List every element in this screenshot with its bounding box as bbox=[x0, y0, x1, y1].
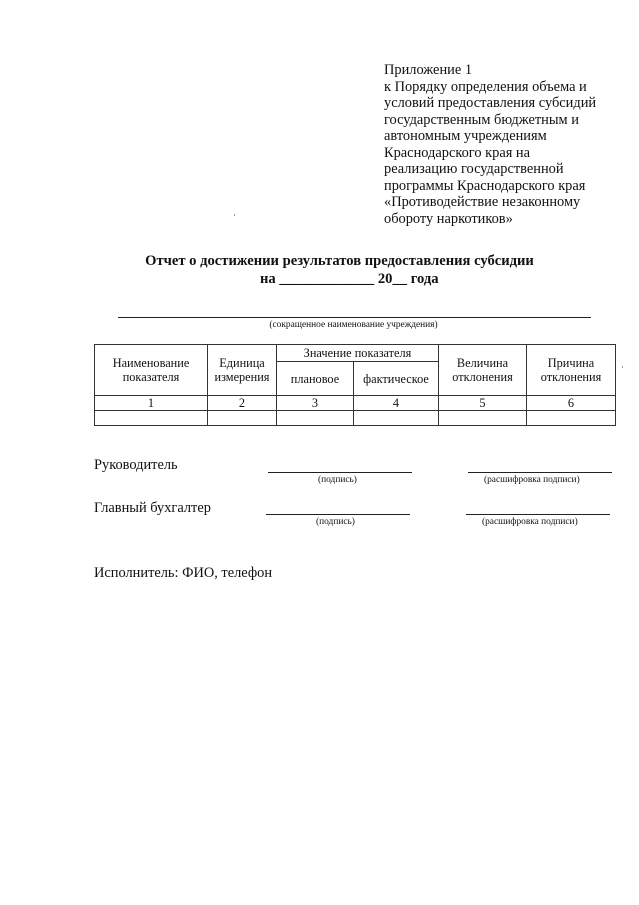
header-value-group: Значение показателя bbox=[277, 345, 439, 362]
appendix-line: программы Краснодарского края bbox=[384, 177, 586, 194]
column-number: 5 bbox=[439, 396, 527, 411]
scan-speck bbox=[622, 366, 623, 368]
table-cell bbox=[208, 411, 277, 426]
appendix-line: государственным бюджетным и bbox=[384, 111, 579, 128]
appendix-line: Приложение 1 bbox=[384, 62, 473, 78]
appendix-block bbox=[384, 62, 634, 227]
table-cell bbox=[277, 411, 354, 426]
accountant-decryption-line bbox=[466, 514, 610, 515]
appendix-line: автономным учреждениям bbox=[384, 128, 547, 144]
head-label: Руководитель bbox=[94, 457, 178, 473]
table-header-row bbox=[95, 345, 616, 362]
appendix-line: обороту наркотиков» bbox=[384, 210, 513, 227]
report-title-text: Отчет о достижении результатов предоставления субсидии bbox=[145, 253, 534, 269]
appendix-line: «Противодействие незаконному bbox=[384, 194, 581, 210]
appendix-line: реализацию государственной bbox=[384, 161, 564, 177]
report-table bbox=[94, 344, 616, 426]
appendix-line: условий предоставления субсидий bbox=[384, 95, 597, 111]
column-number: 1 bbox=[95, 396, 208, 411]
header-deviation-amount: Величина отклонения bbox=[439, 345, 527, 396]
chief-accountant-label: Главный бухгалтер bbox=[94, 500, 211, 516]
header-indicator-name: Наименование показателя bbox=[95, 345, 208, 396]
organization-caption-text: (сокращенное наименование учреждения) bbox=[269, 320, 438, 330]
head-decryption-caption: (расшифровка подписи) bbox=[484, 475, 580, 485]
accountant-decryption-caption: (расшифровка подписи) bbox=[482, 517, 578, 527]
table-cell bbox=[439, 411, 527, 426]
organization-name-line bbox=[118, 317, 591, 318]
report-period-text: на _____________ 20__ года bbox=[260, 271, 439, 287]
column-number: 4 bbox=[354, 396, 439, 411]
appendix-line: Краснодарского края на bbox=[384, 144, 531, 161]
appendix-line: к Порядку определения объема и bbox=[384, 78, 587, 95]
header-unit: Единица измерения bbox=[208, 345, 277, 396]
column-number: 3 bbox=[277, 396, 354, 411]
executor-label: Исполнитель: ФИО, телефон bbox=[94, 565, 273, 581]
table-cell bbox=[527, 411, 616, 426]
head-signature-caption: (подпись) bbox=[318, 475, 357, 485]
report-title bbox=[35, 253, 639, 270]
accountant-signature-line bbox=[266, 514, 410, 515]
head-signature-line bbox=[268, 472, 412, 473]
header-planned: плановое bbox=[277, 362, 354, 396]
table-empty-row bbox=[95, 411, 616, 426]
scan-speck bbox=[234, 214, 235, 216]
table-numbering-row bbox=[95, 396, 616, 411]
accountant-signature-caption: (подпись) bbox=[316, 517, 355, 527]
header-deviation-reason: Причина отклонения bbox=[527, 345, 616, 396]
table-cell bbox=[95, 411, 208, 426]
column-number: 2 bbox=[208, 396, 277, 411]
column-number: 6 bbox=[527, 396, 616, 411]
organization-caption bbox=[0, 320, 639, 330]
header-actual: фактическое bbox=[354, 362, 439, 396]
head-decryption-line bbox=[468, 472, 612, 473]
table-cell bbox=[354, 411, 439, 426]
